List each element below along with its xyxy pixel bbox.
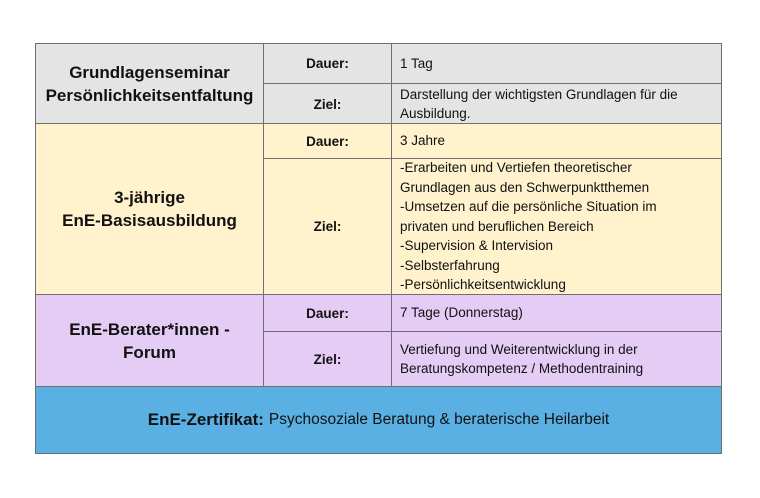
ziel-line: -Persönlichkeitsentwicklung [400,277,566,293]
ziel-line: -Selbsterfahrung [400,257,500,273]
ziel-line: Ausbildung. [400,106,471,121]
ziel-label: Ziel: [264,84,392,124]
certificate-text: Psychosoziale Beratung & beraterische Heilarbeit [268,411,610,428]
table-row [36,295,721,387]
dauer-value: 3 Jahre [392,124,721,159]
ziel-value [392,332,721,386]
ziel-label: Ziel: [264,332,392,386]
dauer-label: Dauer: [264,295,392,332]
ziel-line: Vertiefung und Weiterentwicklung in der [400,341,638,357]
dauer-value: 7 Tage (Donnerstag) [392,295,721,332]
dauer-label: Dauer: [264,44,392,84]
ziel-line: -Erarbeiten und Vertiefen theoretischer [400,160,632,176]
ziel-line: privaten und beruflichen Bereich [400,218,594,234]
ziel-line: Grundlagen aus den Schwerpunktthemen [400,179,650,195]
row-title-line: 3-jährige [114,188,185,207]
ziel-label: Ziel: [264,159,392,294]
program-table [35,43,722,454]
ziel-line: -Umsetzen auf die persönliche Situation im [400,199,657,215]
row-title-line: Forum [123,342,176,362]
row-title-line: EnE-Berater*innen - [69,319,230,339]
row-title [36,295,264,386]
row-title-line: Persönlichkeitsentfaltung [45,85,254,105]
row-title-line: EnE-Basisausbildung [62,211,237,230]
row-title-line: Grundlagenseminar [69,62,230,82]
ziel-value [392,84,721,124]
table-row [36,124,721,295]
ziel-line: -Supervision & Intervision [400,238,554,254]
certificate-footer [36,387,721,453]
ziel-value [392,159,721,294]
dauer-label: Dauer: [264,124,392,159]
certificate-label: EnE-Zertifikat: [147,410,264,429]
dauer-value: 1 Tag [392,44,721,84]
row-title [36,124,264,294]
table-row [36,44,721,124]
row-title [36,44,264,123]
ziel-line: Darstellung der wichtigsten Grundlagen für die [400,86,678,102]
ziel-line: Beratungskompetenz / Methodentraining [400,361,644,376]
